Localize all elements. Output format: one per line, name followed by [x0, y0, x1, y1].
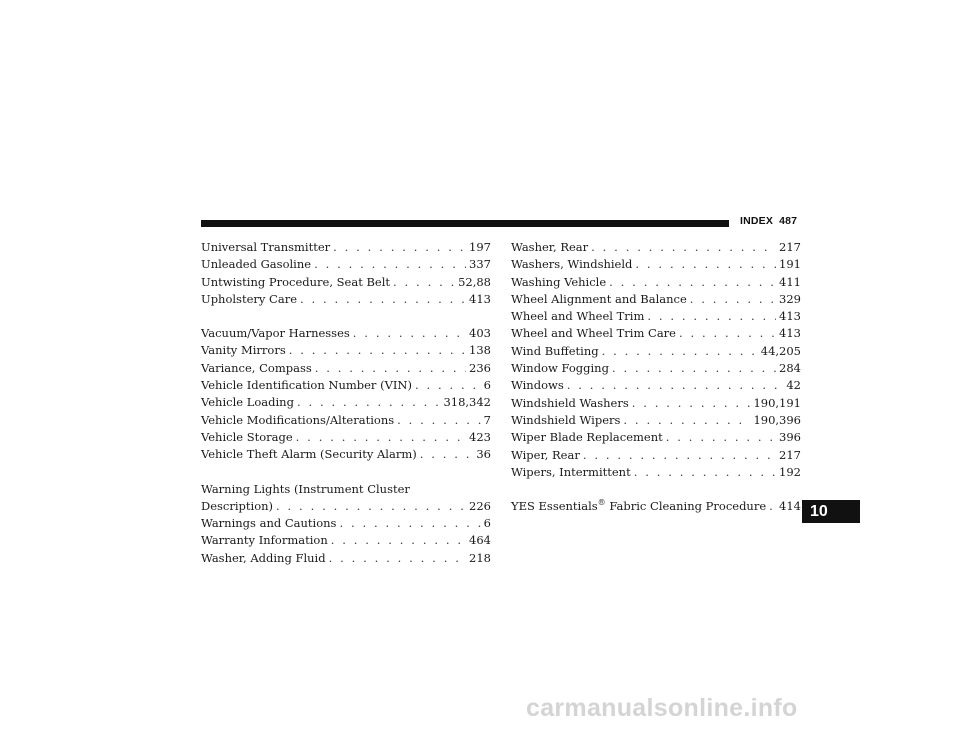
dot-leader [331, 532, 466, 549]
entry-page-ref: 6 [483, 378, 491, 393]
entry-term: Wind Buffeting [511, 343, 599, 358]
index-entry [511, 447, 801, 464]
dot-leader [393, 274, 455, 291]
entry-page-ref: 36 [476, 447, 491, 462]
entry-page-ref: 464 [469, 533, 491, 548]
dot-leader [591, 239, 776, 256]
index-entry [511, 498, 801, 515]
entry-term: Wheel Alignment and Balance [511, 291, 687, 306]
entry-term: Washer, Adding Fluid [201, 550, 326, 565]
entry-page-ref: 337 [469, 257, 491, 272]
entry-page-ref: 191 [779, 257, 801, 272]
dot-leader [769, 498, 776, 515]
entry-term: Vehicle Theft Alarm (Security Alarm) [201, 447, 417, 462]
entry-page-ref: 411 [779, 274, 801, 289]
dot-leader [612, 360, 776, 377]
registered-mark: ® [597, 498, 606, 508]
index-entry [201, 377, 491, 394]
entry-page-ref: 42 [786, 378, 801, 393]
index-entry [201, 325, 491, 342]
section-label: INDEX [740, 215, 774, 227]
entry-page-ref: 7 [483, 412, 491, 427]
dot-leader [647, 308, 776, 325]
index-entry [511, 274, 801, 291]
dot-leader [632, 395, 751, 412]
dot-leader [276, 498, 466, 515]
entry-page-ref: 190,191 [753, 395, 801, 410]
dot-leader [333, 239, 466, 256]
watermark-logo: carmanualsonline.info [526, 694, 798, 722]
entry-term: Wheel and Wheel Trim [511, 309, 645, 324]
entry-page-ref: 413 [469, 291, 491, 306]
index-entry [201, 532, 491, 549]
dot-leader [666, 429, 776, 446]
entry-term-text-after: Fabric Cleaning Procedure [605, 499, 767, 514]
index-column-left [201, 239, 491, 567]
entry-term: Universal Transmitter [201, 240, 331, 254]
index-entry [201, 446, 491, 463]
dot-leader [415, 377, 481, 394]
entry-term: Windshield Wipers [511, 412, 621, 427]
dot-leader [329, 550, 466, 567]
dot-leader [289, 342, 466, 359]
entry-term: Washing Vehicle [511, 274, 607, 289]
dot-leader [300, 291, 466, 308]
entry-term: Variance, Compass [201, 360, 312, 375]
dot-leader [567, 377, 784, 394]
entry-page-ref: 284 [779, 361, 801, 376]
header-rule [201, 220, 729, 227]
dot-leader [679, 325, 776, 342]
index-entry [511, 291, 801, 308]
entry-term: Vacuum/Vapor Harnesses [201, 326, 350, 341]
dot-leader [623, 412, 750, 429]
index-entry [511, 377, 801, 394]
entry-term: Wipers, Intermittent [511, 464, 631, 479]
entry-page-ref: 329 [779, 291, 801, 306]
entry-term: Windshield Washers [511, 395, 629, 410]
dot-leader [602, 343, 758, 360]
entry-gap [201, 464, 491, 481]
dot-leader [297, 394, 440, 411]
entry-page-ref: 414 [779, 499, 801, 514]
entry-page-ref: 217 [779, 240, 801, 254]
entry-page-ref: 6 [483, 516, 491, 531]
dot-leader [635, 256, 776, 273]
index-entry [201, 394, 491, 411]
index-entry [201, 515, 491, 532]
running-header [740, 215, 797, 227]
entry-term: Upholstery Care [201, 291, 297, 306]
entry-term: Window Fogging [511, 361, 609, 376]
entry-page-ref: 226 [469, 498, 491, 513]
entry-page-ref: 423 [469, 429, 491, 444]
entry-page-ref: 190,396 [753, 412, 801, 427]
dot-leader [314, 256, 466, 273]
index-entry [201, 239, 491, 256]
entry-term: Windows [511, 378, 564, 393]
entry-term: Wheel and Wheel Trim Care [511, 326, 676, 341]
index-entry [201, 291, 491, 308]
index-entry [511, 343, 801, 360]
entry-page-ref: 413 [779, 326, 801, 341]
index-entry [201, 256, 491, 273]
index-entry [201, 550, 491, 567]
entry-page-ref: 52,88 [458, 274, 491, 289]
entry-term: Vanity Mirrors [201, 343, 286, 358]
dot-leader [420, 446, 474, 463]
index-entry-continued: Warning Lights (Instrument Cluster [201, 481, 410, 496]
index-entry [511, 256, 801, 273]
entry-term: Warranty Information [201, 533, 328, 548]
dot-leader [315, 360, 466, 377]
dot-leader [339, 515, 480, 532]
index-entry [511, 360, 801, 377]
dot-leader [583, 447, 776, 464]
dot-leader [353, 325, 466, 342]
entry-page-ref: 217 [779, 447, 801, 462]
entry-term: Vehicle Storage [201, 429, 293, 444]
entry-term: Washers, Windshield [511, 257, 633, 272]
index-entry [201, 360, 491, 377]
entry-page-ref: 318,342 [443, 395, 491, 410]
index-column-right [511, 239, 801, 515]
index-entry [511, 325, 801, 342]
index-entry [201, 429, 491, 446]
entry-term-text: YES Essentials [511, 499, 598, 514]
entry-term: Vehicle Loading [201, 395, 294, 410]
entry-page-ref: 138 [469, 343, 491, 358]
entry-page-ref: 44,205 [760, 343, 801, 358]
entry-page-ref: 403 [469, 326, 491, 341]
entry-page-ref: 197 [469, 240, 491, 254]
page-number: 487 [779, 215, 798, 227]
entry-term: Washer, Rear [511, 240, 589, 254]
index-entry [511, 308, 801, 325]
index-entry [511, 429, 801, 446]
dot-leader [296, 429, 466, 446]
chapter-tab: 10 [802, 500, 860, 523]
dot-leader [397, 412, 481, 429]
index-entry [201, 412, 491, 429]
entry-page-ref: 236 [469, 360, 491, 375]
entry-term: Wiper, Rear [511, 447, 580, 462]
entry-term: Description) [201, 498, 274, 513]
index-entry [511, 239, 801, 256]
dot-leader [690, 291, 776, 308]
entry-page-ref: 218 [469, 550, 491, 565]
index-entry [201, 498, 491, 515]
entry-page-ref: 396 [779, 430, 801, 445]
entry-gap [201, 308, 491, 325]
entry-term: Unleaded Gasoline [201, 257, 312, 272]
index-entry [201, 342, 491, 359]
index-entry [511, 464, 801, 481]
entry-term [511, 498, 766, 515]
index-entry [511, 395, 801, 412]
entry-term: Vehicle Modifications/Alterations [201, 412, 395, 427]
dot-leader [634, 464, 776, 481]
entry-page-ref: 192 [779, 464, 801, 479]
entry-gap [511, 481, 801, 498]
entry-term: Warnings and Cautions [201, 516, 337, 531]
entry-term: Vehicle Identification Number (VIN) [201, 378, 412, 393]
entry-page-ref: 413 [779, 309, 801, 324]
index-entry [201, 274, 491, 291]
entry-term: Untwisting Procedure, Seat Belt [201, 274, 391, 289]
index-entry [511, 412, 801, 429]
dot-leader [609, 274, 776, 291]
entry-term: Wiper Blade Replacement [511, 430, 663, 445]
